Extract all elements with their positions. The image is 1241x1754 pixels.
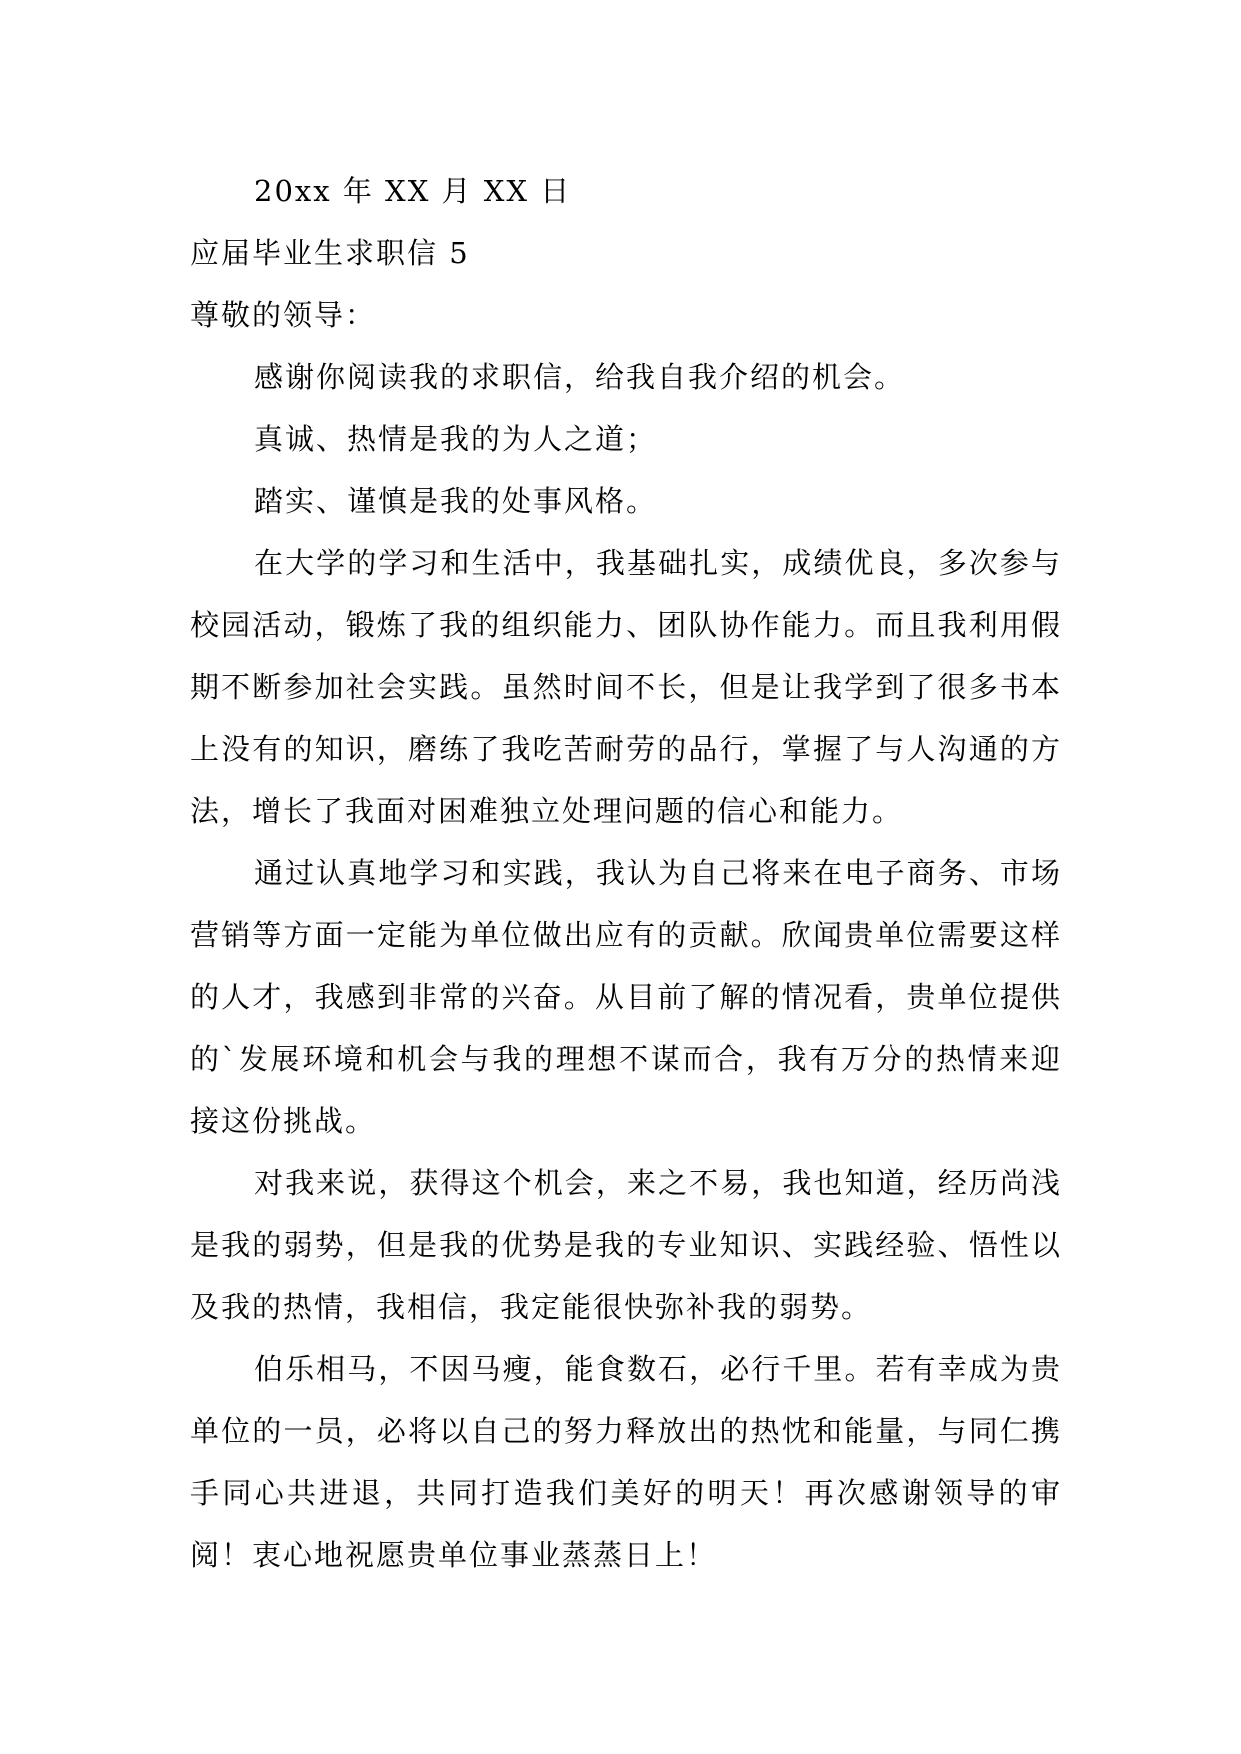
date-line: 20xx 年 XX 月 XX 日 (254, 174, 572, 208)
letter-heading: 应届毕业生求职信 5 (190, 236, 470, 270)
letter-body (190, 160, 1062, 1586)
paragraph-contribution: 通过认真地学习和实践，我认为自己将来在电子商务、市场营销等方面一定能为单位做出应有的贡献。欣闻贵单位需要这样的人才，我感到非常的兴奋。从目前了解的情况看，贵单位提供的`发展环境和机会与我的理想不谋而合，我有万分的热情来迎接这份挑战。 (190, 856, 1062, 1138)
motto-line-2: 踏实、谨慎是我的处事风格。 (254, 484, 658, 518)
paragraph-closing: 伯乐相马，不因马瘦，能食数石，必行千里。若有幸成为贵单位的一员，必将以自己的努力释放出的热忱和能量，与同仁携手同心共进退，共同打造我们美好的明天！再次感谢领导的审阅！衷心地祝愿贵单位事业蒸蒸日上！ (190, 1352, 1062, 1572)
opening-line: 感谢你阅读我的求职信，给我自我介绍的机会。 (254, 360, 906, 394)
paragraph-strengths: 对我来说，获得这个机会，来之不易，我也知道，经历尚浅是我的弱势，但是我的优势是我的专业知识、实践经验、悟性以及我的热情，我相信，我定能很快弥补我的弱势。 (190, 1166, 1062, 1324)
salutation: 尊敬的领导： (190, 298, 377, 332)
paragraph-university: 在大学的学习和生活中，我基础扎实，成绩优良，多次参与校园活动，锻炼了我的组织能力、团队协作能力。而且我利用假期不断参加社会实践。虽然时间不长，但是让我学到了很多书本上没有的知识，磨练了我吃苦耐劳的品行，掌握了与人沟通的方法，增长了我面对困难独立处理问题的信心和能力。 (190, 546, 1062, 828)
motto-line-1: 真诚、热情是我的为人之道； (254, 422, 658, 456)
